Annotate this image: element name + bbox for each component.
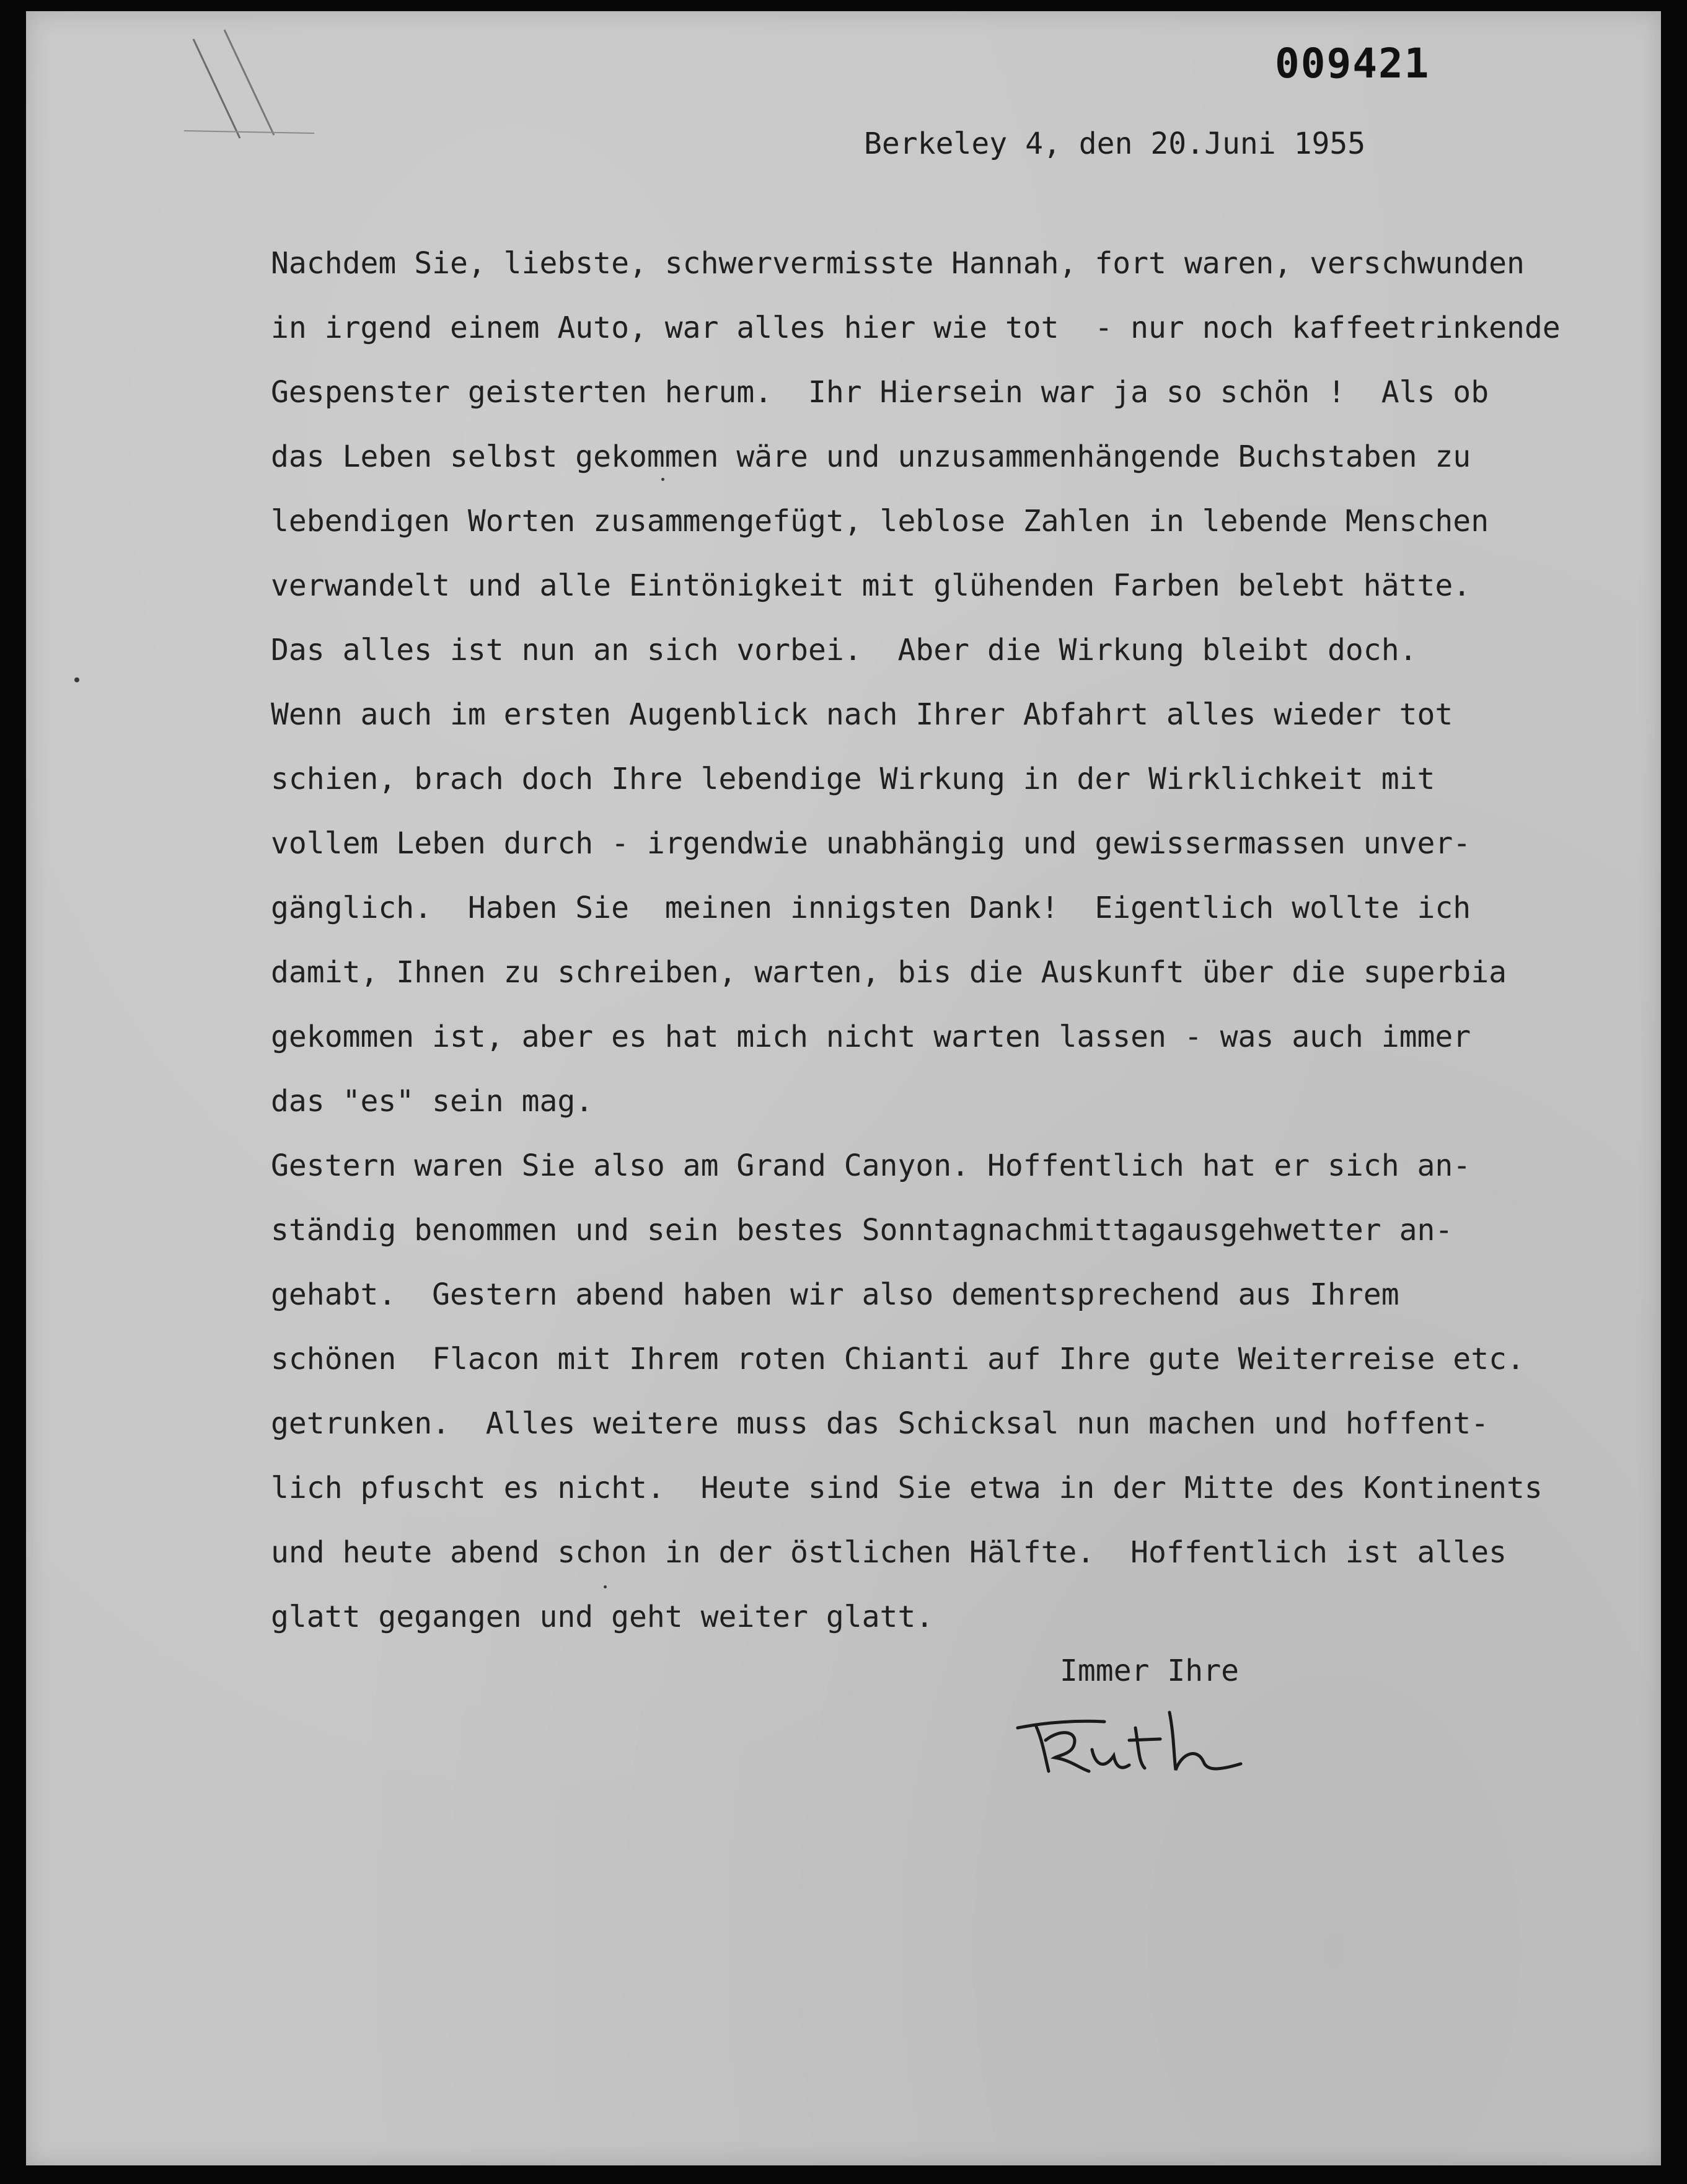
paper-speck bbox=[604, 1585, 607, 1588]
body-line: getrunken. Alles weitere muss das Schicksal nun machen und hoffent- bbox=[271, 1406, 1489, 1441]
paper-speck bbox=[661, 478, 664, 481]
body-line: das Leben selbst gekommen wäre und unzusammenhängende Buchstaben zu bbox=[271, 439, 1471, 474]
body-line: lich pfuscht es nicht. Heute sind Sie etwa in der Mitte des Kontinents bbox=[271, 1471, 1543, 1505]
body-line: schönen Flacon mit Ihrem roten Chianti auf Ihre gute Weiterreise etc. bbox=[271, 1342, 1525, 1376]
body-line: das "es" sein mag. bbox=[271, 1084, 594, 1119]
document-number: 009421 bbox=[1275, 40, 1430, 87]
body-line: vollem Leben durch - irgendwie unabhängig und gewissermassen unver- bbox=[271, 826, 1471, 861]
body-line: in irgend einem Auto, war alles hier wie tot - nur noch kaffeetrinkende bbox=[271, 310, 1561, 345]
body-line: glatt gegangen und geht weiter glatt. bbox=[271, 1600, 934, 1634]
body-line: Gespenster geisterten herum. Ihr Hiersein war ja so schön ! Als ob bbox=[271, 375, 1489, 410]
dateline: Berkeley 4, den 20.Juni 1955 bbox=[864, 126, 1366, 161]
body-line: lebendigen Worten zusammengefügt, leblose Zahlen in lebende Menschen bbox=[271, 504, 1489, 539]
handwritten-signature bbox=[1011, 1703, 1253, 1784]
body-line: verwandelt und alle Eintönigkeit mit glühenden Farben belebt hätte. bbox=[271, 568, 1471, 603]
body-line: Wenn auch im ersten Augenblick nach Ihrer Abfahrt alles wieder tot bbox=[271, 697, 1453, 732]
body-line: ständig benommen und sein bestes Sonntagnachmittagausgehwetter an- bbox=[271, 1213, 1453, 1248]
body-line: gänglich. Haben Sie meinen innigsten Dank! Eigentlich wollte ich bbox=[271, 891, 1471, 925]
body-line: schien, brach doch Ihre lebendige Wirkung in der Wirklichkeit mit bbox=[271, 762, 1435, 796]
body-line: Gestern waren Sie also am Grand Canyon. Hoffentlich hat er sich an- bbox=[271, 1148, 1471, 1183]
body-line: Nachdem Sie, liebste, schwervermisste Hannah, fort waren, verschwunden bbox=[271, 246, 1525, 281]
closing-phrase: Immer Ihre bbox=[1060, 1653, 1239, 1688]
body-line: damit, Ihnen zu schreiben, warten, bis die Auskunft über die superbia bbox=[271, 955, 1507, 990]
paper-speck bbox=[74, 677, 79, 682]
body-line: Das alles ist nun an sich vorbei. Aber die Wirkung bleibt doch. bbox=[271, 633, 1417, 667]
body-line: und heute abend schon in der östlichen Hälfte. Hoffentlich ist alles bbox=[271, 1535, 1507, 1570]
body-line: gehabt. Gestern abend haben wir also dementsprechend aus Ihrem bbox=[271, 1277, 1399, 1312]
pencil-margin-mark bbox=[181, 27, 324, 169]
body-line: gekommen ist, aber es hat mich nicht warten lassen - was auch immer bbox=[271, 1019, 1471, 1054]
letter-page bbox=[26, 11, 1661, 2165]
letter-body bbox=[271, 231, 1659, 1649]
